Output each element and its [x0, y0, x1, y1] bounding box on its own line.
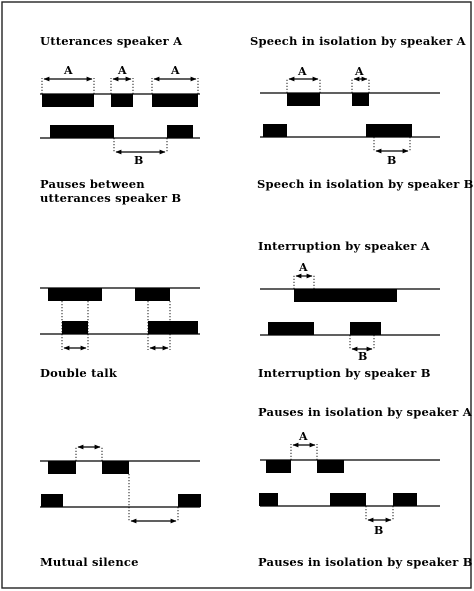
label-b: B — [358, 350, 368, 363]
label-a: A — [299, 430, 308, 443]
speaker-b-burst — [366, 124, 412, 137]
speaker-b-burst — [50, 125, 114, 138]
speaker-a-burst — [102, 461, 129, 474]
speaker-b-burst — [393, 493, 417, 506]
caption-double-talk: Double talk — [40, 366, 118, 380]
speaker-b-burst — [167, 125, 193, 138]
speaker-a-burst — [135, 288, 170, 301]
panel-speech-in-isolation — [250, 34, 474, 191]
caption-pauses-between-utterances: utterances speaker B — [40, 191, 182, 205]
speaker-b-burst — [62, 321, 88, 334]
speaker-b-burst — [178, 494, 201, 507]
label-a: A — [355, 65, 364, 78]
speaker-a-burst — [294, 289, 397, 302]
caption-speech-isolation-a: Speech in isolation by speaker A — [250, 34, 466, 48]
speaker-b-burst — [259, 493, 278, 506]
label-a: A — [298, 65, 307, 78]
speaker-a-burst — [48, 461, 76, 474]
caption-interruption-a: Interruption by speaker A — [258, 239, 430, 253]
speaker-b-burst — [330, 493, 366, 506]
speaker-b-burst — [148, 321, 198, 334]
panel-utterances — [40, 34, 200, 205]
caption-speech-isolation-b: Speech in isolation by speaker B — [257, 177, 474, 191]
speaker-b-burst — [268, 322, 314, 335]
speaker-a-burst — [152, 94, 198, 107]
panel-mutual-silence — [40, 446, 201, 569]
speaker-a-burst — [42, 94, 94, 107]
label-a: A — [118, 64, 127, 77]
panel-interruption — [258, 239, 440, 380]
label-b: B — [374, 524, 384, 537]
label-a: A — [64, 64, 73, 77]
speaker-a-burst — [352, 93, 369, 106]
speaker-b-burst — [41, 494, 63, 507]
caption-pauses-between-utterances: Pauses between — [40, 177, 145, 191]
caption-pauses-isolation-a: Pauses in isolation by speaker A — [258, 405, 472, 419]
caption-interruption-b: Interruption by speaker B — [258, 366, 431, 380]
panel-double-talk — [40, 288, 200, 380]
panel-pauses-in-isolation — [258, 405, 473, 569]
caption-utterances-speaker-a: Utterances speaker A — [40, 34, 183, 48]
label-a: A — [171, 64, 180, 77]
label-b: B — [134, 154, 144, 167]
caption-mutual-silence: Mutual silence — [40, 555, 139, 569]
speaker-a-burst — [48, 288, 102, 301]
caption-pauses-isolation-b: Pauses in isolation by speaker B — [258, 555, 473, 569]
speaker-a-burst — [111, 94, 133, 107]
speaker-b-burst — [350, 322, 381, 335]
speaker-b-burst — [263, 124, 287, 137]
speaker-a-burst — [317, 460, 344, 473]
speaker-a-burst — [266, 460, 291, 473]
label-a: A — [299, 261, 308, 274]
speaker-a-burst — [287, 93, 320, 106]
label-b: B — [387, 154, 397, 167]
